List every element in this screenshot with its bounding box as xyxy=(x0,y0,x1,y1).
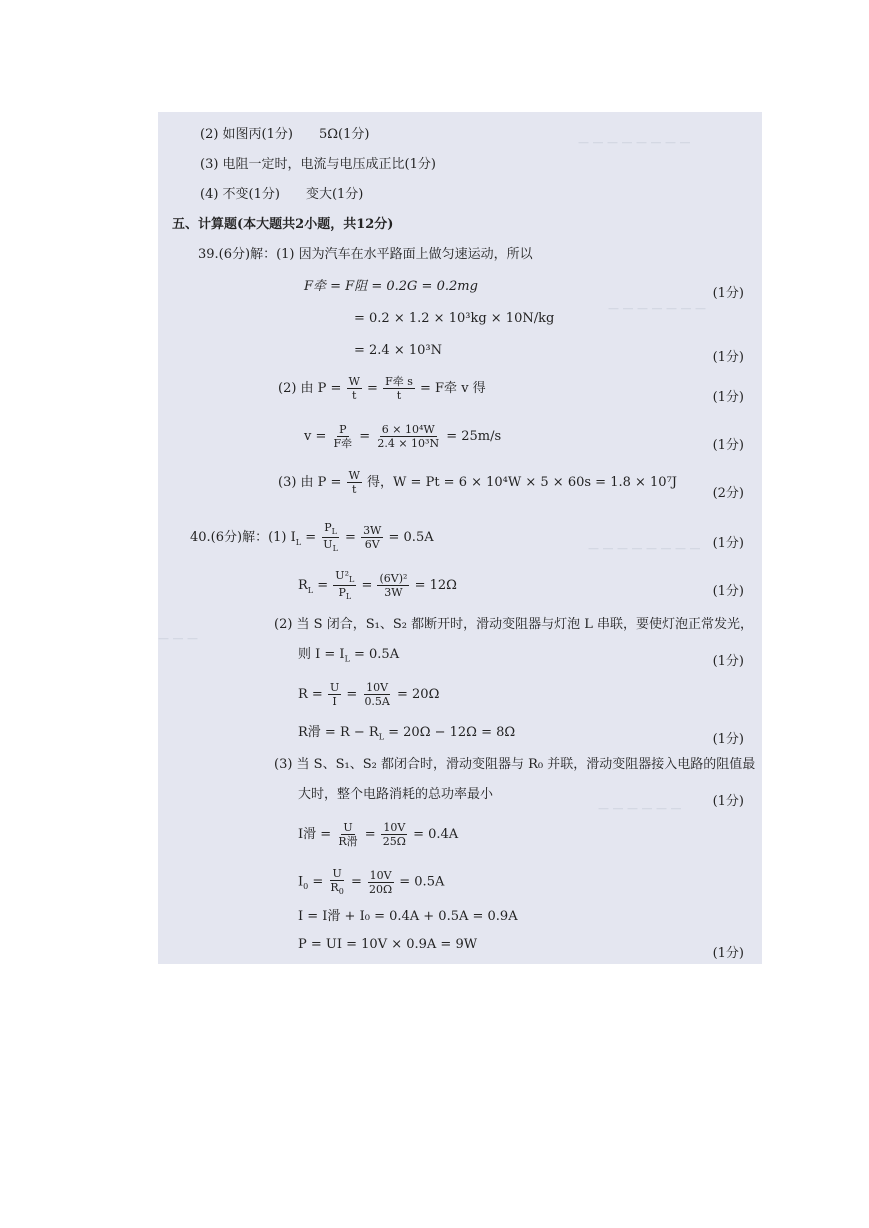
score-mark: (1分) xyxy=(712,654,744,669)
denominator: 6V xyxy=(364,538,380,552)
answer-line-2: (2) 如图丙(1分) 5Ω(1分) xyxy=(200,127,370,142)
answer-line-3: (3) 电阻一定时，电流与电压成正比(1分) xyxy=(200,157,436,172)
subscript: 0 xyxy=(338,887,344,897)
text: (3) 由 P = xyxy=(278,475,342,490)
score-mark: (1分) xyxy=(712,390,744,405)
q40-part-2: (2) 当 S 闭合，S₁、S₂ 都断开时，滑动变阻器与灯泡 L 串联，要使灯泡正常发光， xyxy=(274,617,753,632)
subscript: L xyxy=(307,585,314,595)
denominator: 20Ω xyxy=(369,882,393,896)
text: = xyxy=(317,578,329,594)
subscript: L xyxy=(348,575,355,585)
fraction xyxy=(332,424,355,449)
fraction xyxy=(336,822,359,847)
bleed-through: — — — — — — — — xyxy=(588,542,701,555)
score-mark: (1分) xyxy=(712,438,744,453)
text: = 20Ω xyxy=(397,687,440,702)
text: = xyxy=(364,827,376,842)
q40-total-resistance xyxy=(298,682,439,707)
fraction xyxy=(381,822,408,847)
text: = 0.5A xyxy=(399,874,445,890)
q39-part-2 xyxy=(278,376,486,401)
text: = xyxy=(312,874,324,890)
denominator: 25Ω xyxy=(382,835,406,848)
q40-resistance-L xyxy=(298,570,457,601)
numerator: 10V xyxy=(366,681,389,694)
text: = xyxy=(346,687,358,702)
fraction xyxy=(383,376,415,401)
q40-total-power: P = UI = 10V × 0.9A = 9W xyxy=(298,937,478,952)
question-40-part-1 xyxy=(190,522,434,553)
numerator: P xyxy=(339,423,347,436)
numerator xyxy=(322,522,339,538)
text: 则 I = I xyxy=(298,647,345,662)
score-mark: (1分) xyxy=(712,732,744,747)
numerator: F牵 s xyxy=(385,375,413,388)
text: I xyxy=(298,874,304,890)
numerator: U xyxy=(329,681,340,694)
fraction xyxy=(347,470,362,495)
subscript: L xyxy=(344,654,350,664)
denominator: 0.5A xyxy=(364,695,390,708)
numerator: 6 × 10⁴W xyxy=(381,423,435,436)
denominator: t xyxy=(352,389,357,402)
q40-total-current: I = I滑 + I₀ = 0.4A + 0.5A = 0.9A xyxy=(298,909,518,924)
denominator xyxy=(321,538,340,553)
q40-part-3: (3) 当 S、S₁、S₂ 都闭合时，滑动变阻器与 R₀ 并联，滑动变阻器接入电路的阻值最 xyxy=(274,757,756,772)
answer-line-4: (4) 不变(1分) 变大(1分) xyxy=(200,187,364,202)
fraction xyxy=(347,376,362,401)
numerator: W xyxy=(348,375,360,388)
score-mark: (1分) xyxy=(712,794,744,809)
text: = xyxy=(345,530,356,546)
numerator: W xyxy=(348,469,360,482)
score-mark: (1分) xyxy=(712,584,744,599)
denominator: I xyxy=(332,695,337,708)
scanned-answer-page xyxy=(158,112,762,964)
q40-rheostat-resistance xyxy=(298,726,515,742)
q40-r0-current xyxy=(298,868,444,896)
q39-velocity xyxy=(304,424,501,449)
text: 40.(6分)解：(1) I xyxy=(190,530,296,546)
text: 得，W = Pt = 6 × 10⁴W × 5 × 60s = 1.8 × 10⁷J xyxy=(367,475,677,490)
q39-formula-2: = 0.2 × 1.2 × 10³kg × 10N/kg xyxy=(354,311,555,326)
denominator xyxy=(336,586,353,601)
text: = xyxy=(350,874,362,890)
denominator xyxy=(328,881,345,896)
q40-part-2-current xyxy=(298,648,399,664)
fraction xyxy=(328,868,345,896)
denominator: F牵 xyxy=(333,437,353,450)
subscript: L xyxy=(331,527,337,537)
text: U xyxy=(323,538,333,552)
text: I滑 = xyxy=(298,827,332,842)
numerator: U xyxy=(343,821,353,834)
q39-part-3 xyxy=(278,470,677,495)
fraction xyxy=(321,522,340,553)
text: = 0.4A xyxy=(413,827,459,842)
subscript: L xyxy=(295,537,302,547)
numerator: (6V)² xyxy=(379,572,408,586)
numerator: 3W xyxy=(363,524,382,538)
denominator: R滑 xyxy=(338,835,358,848)
fraction xyxy=(375,424,441,449)
fraction xyxy=(361,525,383,550)
denominator: 3W xyxy=(384,586,403,600)
bleed-through: — — — — — — xyxy=(598,802,682,815)
fraction xyxy=(333,570,356,601)
denominator: t xyxy=(396,389,402,402)
text: v = xyxy=(304,429,327,444)
text: = 0.5A xyxy=(388,530,434,546)
fraction xyxy=(377,573,409,598)
text: R xyxy=(330,881,339,894)
text: = F牵 v 得 xyxy=(420,381,486,396)
text: = xyxy=(305,530,317,546)
fraction xyxy=(367,870,394,895)
denominator: t xyxy=(352,483,357,496)
text: R = xyxy=(298,687,323,702)
score-mark: (1分) xyxy=(712,350,744,365)
text: P xyxy=(324,521,332,534)
text: = 20Ω − 12Ω = 8Ω xyxy=(384,725,516,740)
score-mark: (2分) xyxy=(712,486,744,501)
question-39-intro: 39.(6分)解：(1) 因为汽车在水平路面上做匀速运动，所以 xyxy=(198,247,533,262)
subscript: L xyxy=(345,592,352,602)
text: = 0.5A xyxy=(349,647,400,662)
score-mark: (1分) xyxy=(712,946,744,961)
section-heading: 五、计算题(本大题共2小题，共12分) xyxy=(172,217,394,232)
score-mark: (1分) xyxy=(712,536,744,551)
text: = 12Ω xyxy=(414,578,457,594)
bleed-through: — — — — — — — xyxy=(608,302,706,315)
text: U² xyxy=(335,569,349,582)
text: = 25m/s xyxy=(446,429,502,444)
text: = xyxy=(367,381,378,396)
text: = xyxy=(359,429,371,444)
numerator: U xyxy=(332,867,342,880)
numerator: 10V xyxy=(369,868,392,882)
bleed-through: — — — — — — — — xyxy=(578,136,691,149)
score-mark: (1分) xyxy=(712,286,744,301)
subscript: L xyxy=(378,732,384,742)
text: = xyxy=(361,578,373,594)
fraction xyxy=(328,682,341,707)
text: R滑 = R − R xyxy=(298,725,379,740)
q40-rheostat-current xyxy=(298,822,458,847)
text: P xyxy=(338,586,346,600)
text: R xyxy=(298,578,308,594)
q39-formula-1: F牵 = F阻 = 0.2G = 0.2mg xyxy=(304,279,478,294)
subscript: L xyxy=(332,544,338,554)
text: (2) 由 P = xyxy=(278,381,342,396)
numerator xyxy=(333,570,356,586)
fraction xyxy=(362,682,391,707)
denominator: 2.4 × 10³N xyxy=(377,437,440,450)
subscript: 0 xyxy=(303,882,309,892)
q40-part-3-cont: 大时，整个电路消耗的总功率最小 xyxy=(298,787,494,802)
bleed-through: — — — xyxy=(158,632,198,645)
numerator: 10V xyxy=(383,821,406,834)
q39-formula-3: = 2.4 × 10³N xyxy=(354,343,442,358)
